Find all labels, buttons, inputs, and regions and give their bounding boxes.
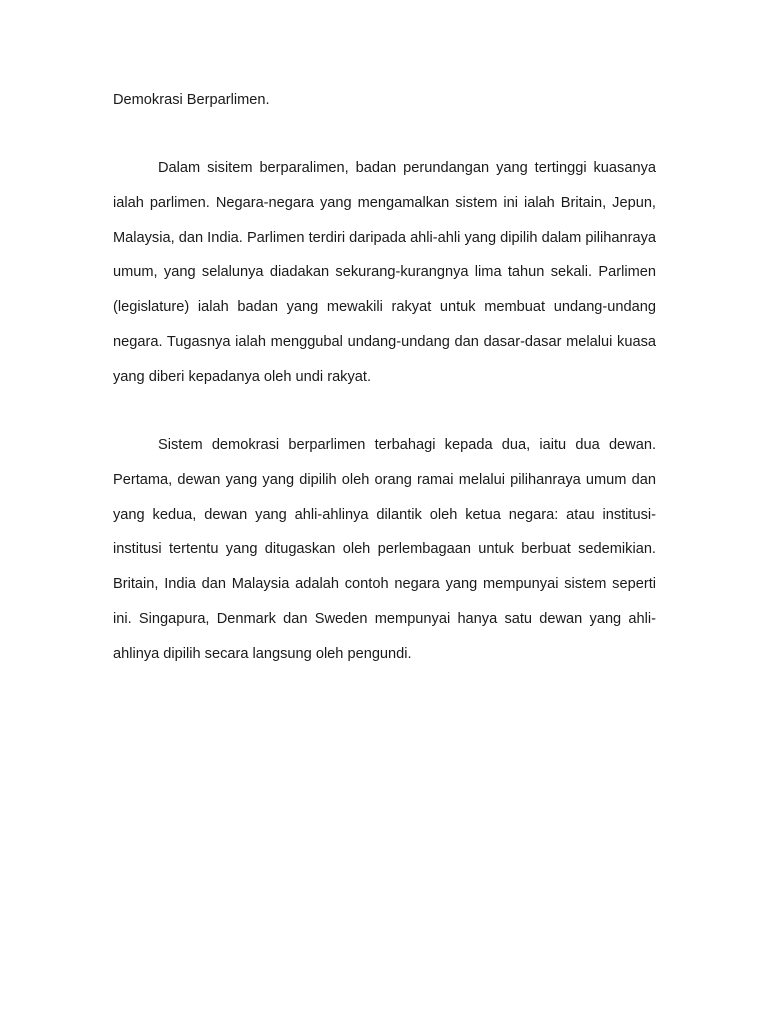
paragraph-2: Sistem demokrasi berparlimen terbahagi kepada dua, iaitu dua dewan. Pertama, dewan yang yang dipilih oleh orang ramai melalui pilihanraya umum dan yang kedua, dewan yang ahli-ahlinya dilantik oleh ketua negara: atau institusi-institusi tertentu yang ditugaskan oleh perlembagaan untuk berbuat sedemikian. Britain, India dan Malaysia adalah contoh negara yang mempunyai sistem seperti ini. Singapura, Denmark dan Sweden mempunyai hanya satu dewan yang ahli-ahlinya dipilih secara langsung oleh pengundi. [113,437,656,662]
document-title: Demokrasi Berparlimen. [113,92,270,108]
paragraph-1: Dalam sisitem berparalimen, badan perundangan yang tertinggi kuasanya ialah parlimen. Negara-negara yang mengamalkan sistem ini ialah Britain, Jepun, Malaysia, dan India. Parlimen terdiri daripada ahli-ahli yang dipilih dalam pilihanraya umum, yang selalunya diadakan sekurang-kurangnya lima tahun sekali. Parlimen (legislature) ialah badan yang mewakili rakyat untuk membuat undang-undang negara. Tugasnya ialah menggubal undang-undang dan dasar-dasar melalui kuasa yang diberi kepadanya oleh undi rakyat. [113,160,656,385]
